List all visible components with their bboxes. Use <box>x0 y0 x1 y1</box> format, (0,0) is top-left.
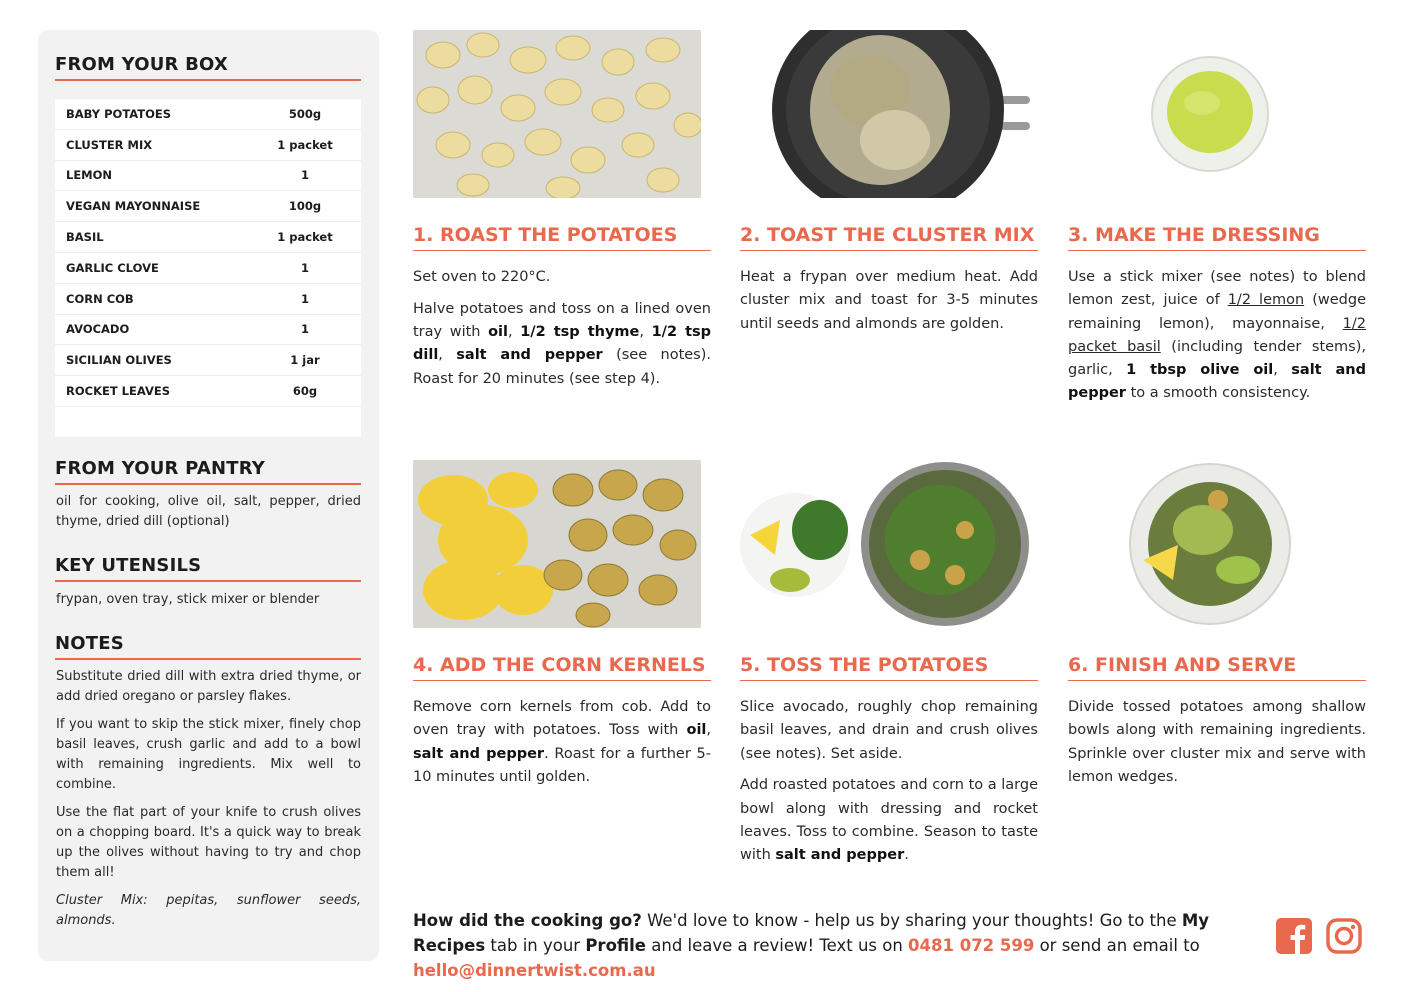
ingredient-row <box>55 222 361 253</box>
utensils-text <box>56 590 361 618</box>
step-1-text: Halve potatoes and toss on a lined oven tray with oil, 1/2 tsp thyme, 1/2 tsp dill, salt and pepper (see notes). Roast for 20 minutes (see step 4). <box>413 300 712 387</box>
notes-heading: NOTES <box>55 633 361 660</box>
step-2-text: Heat a frypan over medium heat. Add cluster mix and toast for 3-5 minutes until seeds and almonds are golden. <box>740 269 1038 332</box>
pantry-list: oil for cooking, olive oil, salt, pepper, dried thyme, dried dill (optional) <box>56 494 361 529</box>
note: Substitute dried dill with extra dried thyme, or add dried oregano or parsley flakes. <box>56 669 361 704</box>
corn-kernels-photo <box>413 460 701 628</box>
step-5-body <box>740 696 1038 876</box>
ingredient-name: BABY POTATOES <box>66 106 172 121</box>
phone-link[interactable]: 0481 072 599 <box>908 936 1035 955</box>
ingredient-qty: 500g <box>288 106 322 121</box>
ingredient-name: CLUSTER MIX <box>66 137 153 152</box>
step-5-text: Slice avocado, roughly chop remaining basil leaves, and drain and crush olives (see notes). Set aside. <box>740 699 1038 762</box>
ingredient-row <box>55 253 361 284</box>
ingredients-table <box>55 99 361 437</box>
step-1-body <box>413 266 711 399</box>
step-6-body <box>1068 696 1366 798</box>
step-3-text: Use a stick mixer (see notes) to blend lemon zest, juice of 1/2 lemon (wedge remaining lemon), mayonnaise, 1/2 packet basil (including tender stems), garlic, 1 tbsp olive oil, salt and pepper to a smooth consistency. <box>1068 269 1366 402</box>
ingredient-name: ROCKET LEAVES <box>66 384 171 399</box>
roast-potatoes-photo <box>413 30 701 198</box>
step-1-heading: 1. ROAST THE POTATOES <box>413 224 711 251</box>
step-5-text: Add roasted potatoes and corn to a large bowl along with dressing and rocket leaves. Toss to combine. Season to taste with salt and pepper. <box>740 777 1038 864</box>
ingredient-name: CORN COB <box>66 291 134 306</box>
finish-serve-photo <box>1128 460 1292 628</box>
step-5-heading: 5. TOSS THE POTATOES <box>740 654 1038 681</box>
ingredient-row <box>55 99 361 130</box>
step-4-body <box>413 696 711 798</box>
frypan-image <box>770 30 1032 198</box>
ingredient-name: SICILIAN OLIVES <box>66 353 172 368</box>
sidebar <box>38 30 379 961</box>
ingredient-name: BASIL <box>66 230 104 245</box>
ingredient-qty: 100g <box>288 199 322 214</box>
serving-bowl-image <box>1128 460 1292 628</box>
dressing-bowl-image <box>1150 55 1270 173</box>
from-your-box-heading: FROM YOUR BOX <box>55 54 361 81</box>
salad-prep-image <box>740 460 1032 628</box>
step-2-heading: 2. TOAST THE CLUSTER MIX <box>740 224 1038 251</box>
ingredient-qty: 1 <box>300 168 309 183</box>
toss-potatoes-photo <box>740 460 1032 628</box>
step-1-text: Set oven to 220°C. <box>413 269 551 285</box>
ingredient-row <box>55 345 361 376</box>
facebook-icon[interactable] <box>1276 918 1312 954</box>
ingredient-row <box>55 376 361 407</box>
feedback-footer: How did the cooking go? We'd love to know - help us by sharing your thoughts! Go to the My Recipes tab in your Profile and leave a review! Text us on 0481 072 599 or send an email to hello@dinnertwist.com.au <box>413 911 1210 980</box>
ingredient-qty: 1 <box>300 291 309 306</box>
ingredient-row <box>55 284 361 315</box>
step-6-text: Divide tossed potatoes among shallow bowls along with remaining ingredients. Sprinkle over cluster mix and serve with lemon wedges. <box>1068 699 1366 785</box>
ingredient-qty: 1 <box>300 260 309 275</box>
note: Cluster Mix: pepitas, sunflower seeds, almonds. <box>56 893 361 928</box>
ingredient-qty: 60g <box>292 384 318 399</box>
potatoes-tray-image <box>413 30 701 198</box>
pantry-text <box>56 492 361 540</box>
dressing-photo <box>1150 55 1270 173</box>
cluster-mix-photo <box>770 30 1032 198</box>
step-6-heading: 6. FINISH AND SERVE <box>1068 654 1366 681</box>
step-3-heading: 3. MAKE THE DRESSING <box>1068 224 1366 251</box>
ingredient-name: VEGAN MAYONNAISE <box>66 199 201 214</box>
step-2-body <box>740 266 1038 344</box>
ingredient-qty: 1 jar <box>290 353 320 368</box>
ingredient-qty: 1 packet <box>277 230 333 245</box>
notes-text <box>56 667 361 939</box>
ingredient-name: GARLIC CLOVE <box>66 260 159 275</box>
ingredient-qty: 1 packet <box>277 137 333 152</box>
key-utensils-heading: KEY UTENSILS <box>55 555 361 582</box>
step-3-body <box>1068 266 1366 414</box>
ingredient-name: AVOCADO <box>66 322 130 337</box>
from-your-pantry-heading: FROM YOUR PANTRY <box>55 458 361 485</box>
ingredient-row <box>55 191 361 222</box>
utensils-list: frypan, oven tray, stick mixer or blender <box>56 592 320 607</box>
ingredient-row <box>55 130 361 161</box>
note: If you want to skip the stick mixer, finely chop basil leaves, crush garlic and add to a bowl with remaining ingredients. Mix well to combine. <box>56 717 361 792</box>
corn-tray-image <box>413 460 701 628</box>
email-link[interactable]: hello@dinnertwist.com.au <box>413 961 656 980</box>
step-4-heading: 4. ADD THE CORN KERNELS <box>413 654 711 681</box>
ingredient-name: LEMON <box>66 168 113 183</box>
instagram-icon[interactable] <box>1326 918 1362 954</box>
ingredient-row <box>55 315 361 346</box>
note: Use the flat part of your knife to crush olives on a chopping board. It's a quick way to break up the olives without having to try and chop them all! <box>56 805 361 880</box>
ingredient-row <box>55 161 361 192</box>
step-4-text: Remove corn kernels from cob. Add to oven tray with potatoes. Toss with oil, salt and pepper. Roast for a further 5-10 minutes until golden. <box>413 699 711 785</box>
ingredient-qty: 1 <box>300 322 309 337</box>
